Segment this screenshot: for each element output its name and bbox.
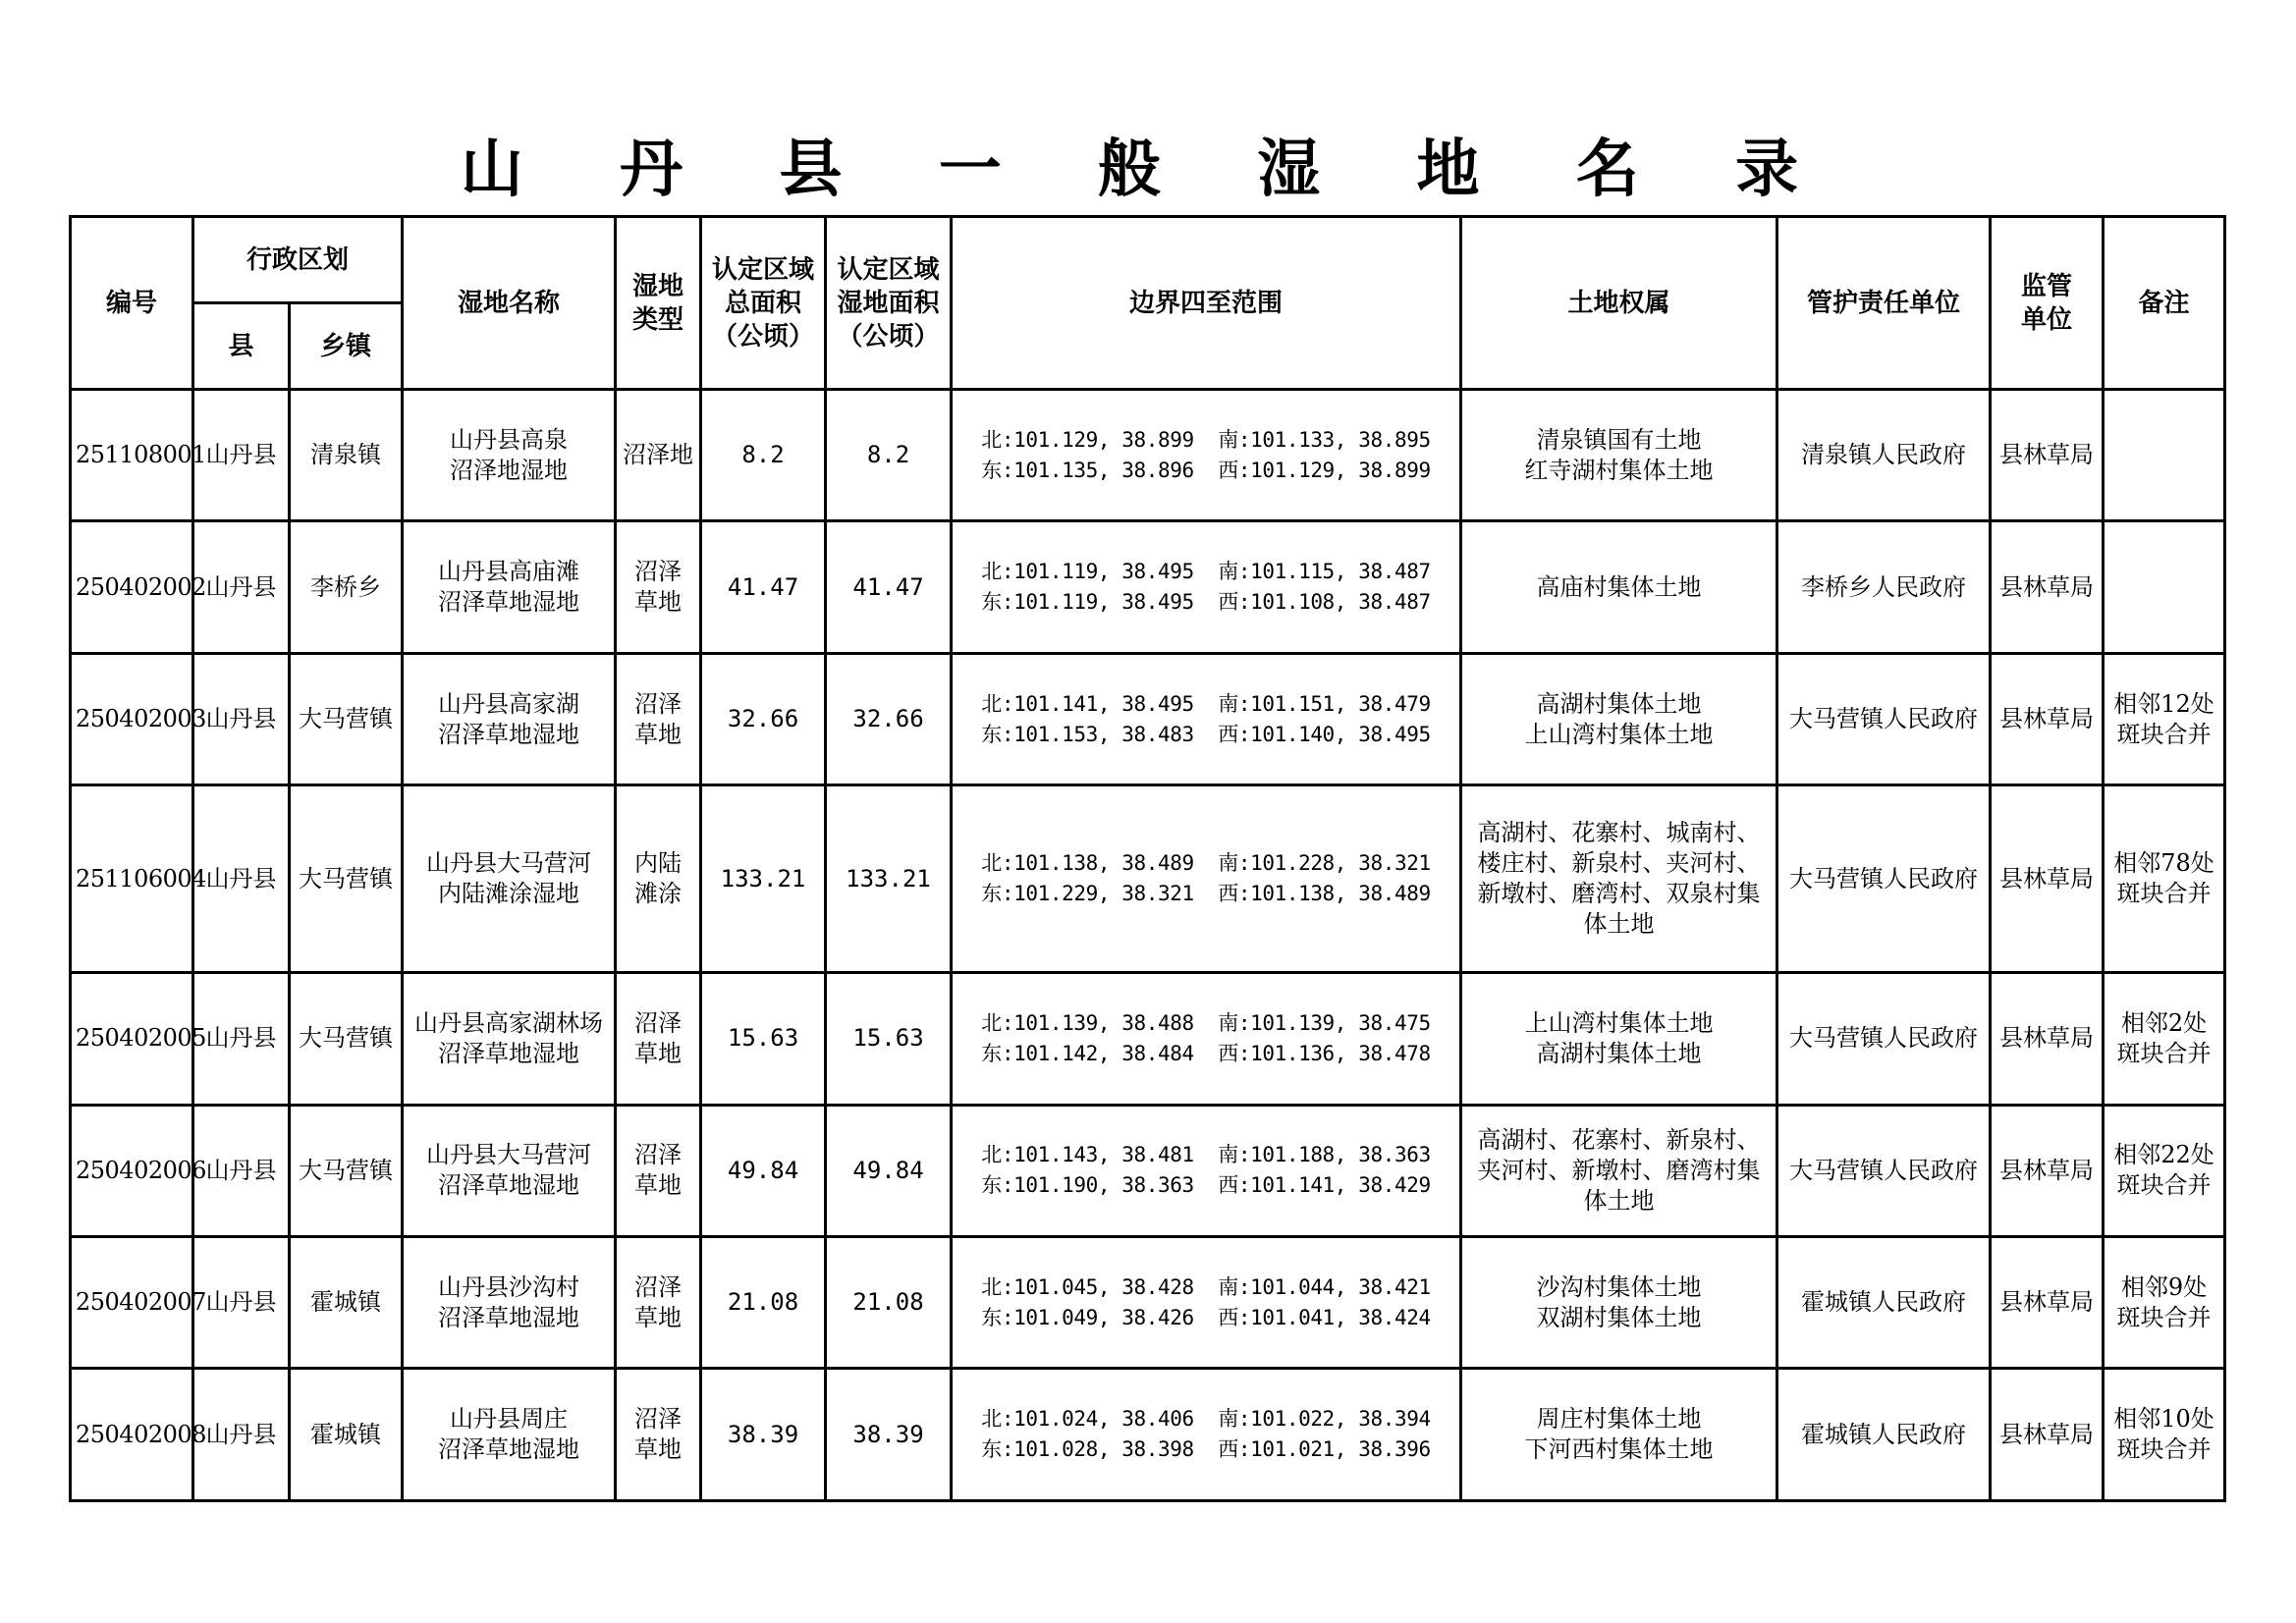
cell-town: 李桥乡	[290, 521, 403, 653]
cell-note	[2104, 653, 2225, 784]
cell-type-line: 草地	[634, 588, 683, 617]
cell-type-text	[623, 440, 693, 470]
header-town: 乡镇	[290, 303, 403, 390]
cell-boundary	[952, 1237, 1461, 1369]
table-row	[71, 521, 2225, 653]
cell-name-text	[438, 1272, 579, 1333]
table-body	[71, 390, 2225, 1501]
cell-town: 大马营镇	[290, 785, 403, 973]
cell-county: 山丹县	[193, 1237, 290, 1369]
cell-land	[1461, 973, 1777, 1105]
cell-boundary-text	[981, 1008, 1430, 1069]
cell-code: 250402005	[71, 973, 193, 1105]
cell-boundary-line: 东:101.190, 38.363 西:101.141, 38.429	[981, 1173, 1431, 1198]
cell-name-line: 沼泽草地湿地	[438, 588, 580, 617]
cell-note-line: 相邻12处	[2113, 689, 2214, 718]
cell-land-line: 下河西村集体土地	[1524, 1435, 1714, 1464]
cell-name-text	[426, 848, 591, 909]
header-code: 编号	[71, 217, 193, 390]
cell-note-line: 斑块合并	[2116, 720, 2212, 748]
cell-total-area: 32.66	[701, 653, 826, 784]
cell-name-line: 沼泽草地湿地	[438, 1435, 580, 1464]
cell-note	[2104, 973, 2225, 1105]
cell-code: 250402007	[71, 1237, 193, 1369]
cell-wetland-area: 41.47	[826, 521, 952, 653]
header-total-area-line: 总面积	[725, 288, 802, 318]
cell-town: 大马营镇	[290, 653, 403, 784]
header-land: 土地权属	[1461, 217, 1777, 390]
table-row	[71, 1369, 2225, 1501]
cell-boundary-line: 北:101.129, 38.899 南:101.133, 38.895	[981, 427, 1431, 452]
cell-land	[1461, 521, 1777, 653]
cell-land-line: 周庄村集体土地	[1536, 1405, 1702, 1434]
cell-land	[1461, 1105, 1777, 1236]
cell-note	[2104, 1369, 2225, 1501]
cell-name	[403, 390, 616, 521]
cell-land-text	[1537, 1272, 1702, 1333]
cell-supervisor: 县林草局	[1991, 1369, 2104, 1501]
cell-boundary-line: 东:101.142, 38.484 西:101.136, 38.478	[981, 1041, 1431, 1065]
cell-note-line: 相邻78处	[2113, 849, 2214, 878]
cell-wetland-area: 49.84	[826, 1105, 952, 1236]
cell-land-text	[1525, 1404, 1714, 1465]
cell-land	[1461, 785, 1777, 973]
cell-name-text	[426, 1140, 591, 1201]
cell-boundary	[952, 521, 1461, 653]
cell-boundary-line: 北:101.141, 38.495 南:101.151, 38.479	[981, 691, 1431, 716]
cell-land-text	[1478, 1125, 1761, 1217]
cell-land-line: 楼庄村、新泉村、夹河村、	[1477, 849, 1761, 878]
cell-boundary	[952, 973, 1461, 1105]
cell-town: 霍城镇	[290, 1369, 403, 1501]
cell-boundary-line: 东:101.135, 38.896 西:101.129, 38.899	[981, 458, 1431, 482]
cell-type-line: 沼泽	[634, 1008, 683, 1037]
cell-code: 250402006	[71, 1105, 193, 1236]
cell-land-line: 体土地	[1583, 1186, 1655, 1215]
cell-note-line: 斑块合并	[2116, 880, 2212, 908]
cell-type-line: 草地	[634, 1039, 683, 1067]
cell-boundary-text	[981, 557, 1430, 618]
cell-land-line: 体土地	[1583, 910, 1655, 939]
cell-name	[403, 1105, 616, 1236]
cell-wetland-area: 38.39	[826, 1369, 952, 1501]
cell-note-line: 相邻22处	[2113, 1141, 2214, 1169]
cell-name-line: 沼泽草地湿地	[438, 1039, 580, 1067]
cell-land	[1461, 390, 1777, 521]
cell-type-line: 沼泽	[634, 558, 683, 586]
cell-land-line: 红寺湖村集体土地	[1524, 456, 1714, 484]
cell-boundary-line: 北:101.045, 38.428 南:101.044, 38.421	[981, 1274, 1431, 1299]
cell-note-line: 斑块合并	[2116, 1039, 2212, 1067]
cell-type-line: 沼泽地	[623, 441, 694, 469]
cell-type-text	[634, 1008, 682, 1069]
cell-county: 山丹县	[193, 973, 290, 1105]
cell-name	[403, 521, 616, 653]
cell-total-area: 21.08	[701, 1237, 826, 1369]
cell-code: 251106004	[71, 785, 193, 973]
cell-manager: 大马营镇人民政府	[1777, 1105, 1991, 1236]
table-row	[71, 653, 2225, 784]
cell-county: 山丹县	[193, 1369, 290, 1501]
header-supervisor	[1991, 217, 2104, 390]
cell-note	[2104, 1105, 2225, 1236]
cell-town: 清泉镇	[290, 390, 403, 521]
cell-land	[1461, 1237, 1777, 1369]
cell-type-line: 沼泽	[634, 689, 683, 718]
cell-type	[616, 390, 701, 521]
cell-land	[1461, 1369, 1777, 1501]
cell-land-text	[1525, 425, 1714, 486]
cell-name	[403, 653, 616, 784]
cell-note-line: 相邻10处	[2113, 1405, 2214, 1434]
header-type-line: 类型	[632, 304, 684, 335]
cell-wetland-area: 32.66	[826, 653, 952, 784]
cell-land-text	[1537, 572, 1702, 603]
cell-boundary-line: 东:101.049, 38.426 西:101.041, 38.424	[981, 1305, 1431, 1329]
cell-wetland-area: 8.2	[826, 390, 952, 521]
cell-name	[403, 1237, 616, 1369]
cell-land-line: 高湖村集体土地	[1536, 1039, 1702, 1067]
cell-boundary-text	[981, 1272, 1430, 1333]
cell-note-text	[2113, 1140, 2214, 1201]
cell-type	[616, 973, 701, 1105]
cell-name-line: 山丹县大马营河	[426, 849, 592, 878]
cell-boundary-line: 北:101.138, 38.489 南:101.228, 38.321	[981, 851, 1431, 876]
header-wetland-area-line: 认定区域	[837, 254, 940, 285]
cell-type-line: 草地	[634, 1435, 683, 1464]
cell-type	[616, 521, 701, 653]
cell-boundary	[952, 1369, 1461, 1501]
cell-note-line: 相邻9处	[2120, 1272, 2208, 1301]
header-total-area-line: （公顷）	[712, 321, 815, 352]
cell-boundary-line: 北:101.143, 38.481 南:101.188, 38.363	[981, 1143, 1431, 1167]
cell-type-line: 草地	[634, 1171, 683, 1200]
cell-name-text	[438, 1404, 579, 1465]
cell-note-line: 斑块合并	[2116, 1435, 2212, 1464]
cell-boundary-text	[981, 1404, 1430, 1465]
header-type-line: 湿地	[632, 271, 684, 301]
cell-manager: 霍城镇人民政府	[1777, 1237, 1991, 1369]
cell-boundary	[952, 1105, 1461, 1236]
cell-supervisor: 县林草局	[1991, 521, 2104, 653]
cell-manager: 大马营镇人民政府	[1777, 653, 1991, 784]
cell-manager: 清泉镇人民政府	[1777, 390, 1991, 521]
cell-code: 251108001	[71, 390, 193, 521]
header-note: 备注	[2104, 217, 2225, 390]
cell-boundary-text	[981, 848, 1430, 909]
header-type	[616, 217, 701, 390]
cell-type-line: 滩涂	[634, 880, 683, 908]
cell-boundary-line: 东:101.119, 38.495 西:101.108, 38.487	[981, 590, 1431, 615]
cell-type-line: 草地	[634, 1303, 683, 1331]
cell-land-text	[1525, 1008, 1714, 1069]
cell-note-line: 相邻2处	[2120, 1008, 2208, 1037]
cell-total-area: 41.47	[701, 521, 826, 653]
cell-county: 山丹县	[193, 785, 290, 973]
cell-supervisor: 县林草局	[1991, 973, 2104, 1105]
cell-note-text	[2117, 1008, 2212, 1069]
cell-land-line: 高庙村集体土地	[1536, 572, 1702, 601]
cell-town: 大马营镇	[290, 1105, 403, 1236]
cell-land	[1461, 653, 1777, 784]
header-county: 县	[193, 303, 290, 390]
cell-note	[2104, 521, 2225, 653]
cell-name-line: 山丹县高庙滩	[438, 558, 580, 586]
cell-land-line: 上山湾村集体土地	[1524, 720, 1714, 748]
cell-county: 山丹县	[193, 390, 290, 521]
header-boundary: 边界四至范围	[952, 217, 1461, 390]
cell-manager: 李桥乡人民政府	[1777, 521, 1991, 653]
header-wetland-area-line: 湿地面积	[837, 288, 940, 318]
cell-name-line: 内陆滩涂湿地	[438, 880, 580, 908]
cell-type-text	[634, 689, 682, 750]
header-supervisor-line: 监管	[2021, 271, 2073, 301]
cell-land-text	[1478, 818, 1761, 940]
cell-land-line: 清泉镇国有土地	[1536, 425, 1702, 454]
cell-note-line: 斑块合并	[2116, 1171, 2212, 1200]
cell-land-line: 新墩村、磨湾村、双泉村集	[1477, 880, 1761, 908]
cell-total-area: 49.84	[701, 1105, 826, 1236]
cell-type-line: 沼泽	[634, 1141, 683, 1169]
cell-name-text	[438, 689, 579, 750]
cell-code: 250402002	[71, 521, 193, 653]
cell-wetland-area: 21.08	[826, 1237, 952, 1369]
cell-land-line: 高湖村集体土地	[1536, 689, 1702, 718]
cell-land-line: 高湖村、花寨村、城南村、	[1477, 819, 1761, 847]
cell-name-line: 沼泽地湿地	[450, 456, 569, 484]
cell-supervisor: 县林草局	[1991, 1105, 2104, 1236]
cell-boundary-line: 东:101.153, 38.483 西:101.140, 38.495	[981, 722, 1431, 746]
cell-boundary	[952, 785, 1461, 973]
cell-type	[616, 785, 701, 973]
cell-wetland-area: 15.63	[826, 973, 952, 1105]
header-wetland-area	[826, 217, 952, 390]
cell-type-text	[634, 557, 682, 618]
cell-type-line: 沼泽	[634, 1272, 683, 1301]
cell-name-line: 沼泽草地湿地	[438, 1171, 580, 1200]
cell-name	[403, 1369, 616, 1501]
cell-county: 山丹县	[193, 653, 290, 784]
cell-name-line: 沼泽草地湿地	[438, 720, 580, 748]
cell-name-text	[450, 425, 568, 486]
cell-land-line: 上山湾村集体土地	[1524, 1008, 1714, 1037]
cell-name-line: 山丹县高家湖	[438, 689, 580, 718]
cell-code: 250402003	[71, 653, 193, 784]
cell-type-text	[634, 1272, 682, 1333]
cell-total-area: 15.63	[701, 973, 826, 1105]
header-name: 湿地名称	[403, 217, 616, 390]
cell-boundary-text	[981, 425, 1430, 486]
cell-type-text	[634, 1404, 682, 1465]
header-admin: 行政区划	[193, 217, 403, 303]
cell-supervisor: 县林草局	[1991, 1237, 2104, 1369]
cell-town: 大马营镇	[290, 973, 403, 1105]
cell-note	[2104, 1237, 2225, 1369]
wetland-table	[69, 215, 2226, 1502]
cell-note-text	[2117, 1272, 2212, 1333]
cell-supervisor: 县林草局	[1991, 653, 2104, 784]
cell-type	[616, 1105, 701, 1236]
cell-code: 250402008	[71, 1369, 193, 1501]
cell-boundary-line: 北:101.119, 38.495 南:101.115, 38.487	[981, 560, 1431, 584]
cell-boundary-line: 北:101.024, 38.406 南:101.022, 38.394	[981, 1407, 1431, 1432]
cell-name-text	[438, 557, 579, 618]
cell-type	[616, 1369, 701, 1501]
cell-type	[616, 1237, 701, 1369]
cell-name-line: 山丹县沙沟村	[438, 1272, 580, 1301]
cell-land-line: 高湖村、花寨村、新泉村、	[1477, 1125, 1761, 1154]
cell-type-line: 内陆	[634, 849, 683, 878]
table-row	[71, 785, 2225, 973]
header-supervisor-line: 单位	[2021, 304, 2073, 335]
cell-note-text	[2113, 1404, 2214, 1465]
header-wetland-area-line: （公顷）	[837, 321, 940, 352]
cell-note-line: 斑块合并	[2116, 1303, 2212, 1331]
cell-boundary-line: 东:101.229, 38.321 西:101.138, 38.489	[981, 882, 1431, 906]
cell-boundary-line: 东:101.028, 38.398 西:101.021, 38.396	[981, 1437, 1431, 1462]
cell-type-text	[634, 1140, 682, 1201]
table-row	[71, 1105, 2225, 1236]
cell-land-line: 沙沟村集体土地	[1536, 1272, 1702, 1301]
cell-land-line: 夹河村、新墩村、磨湾村集	[1477, 1156, 1761, 1184]
header-total-area	[701, 217, 826, 390]
cell-county: 山丹县	[193, 1105, 290, 1236]
cell-boundary	[952, 390, 1461, 521]
cell-supervisor: 县林草局	[1991, 785, 2104, 973]
cell-type-text	[634, 848, 682, 909]
cell-name-line: 沼泽草地湿地	[438, 1303, 580, 1331]
cell-note	[2104, 785, 2225, 973]
cell-land-text	[1525, 689, 1714, 750]
cell-town: 霍城镇	[290, 1237, 403, 1369]
cell-total-area: 8.2	[701, 390, 826, 521]
cell-total-area: 38.39	[701, 1369, 826, 1501]
page-title: 山 丹 县 一 般 湿 地 名 录	[460, 133, 1836, 206]
table-row	[71, 973, 2225, 1105]
cell-manager: 霍城镇人民政府	[1777, 1369, 1991, 1501]
cell-name-line: 山丹县高家湖林场	[414, 1008, 604, 1037]
cell-note	[2104, 390, 2225, 521]
cell-boundary-text	[981, 1140, 1430, 1201]
cell-manager: 大马营镇人民政府	[1777, 785, 1991, 973]
table-row	[71, 390, 2225, 521]
cell-wetland-area: 133.21	[826, 785, 952, 973]
cell-type-line: 沼泽	[634, 1405, 683, 1434]
cell-name-line: 山丹县大马营河	[426, 1141, 592, 1169]
cell-manager: 大马营镇人民政府	[1777, 973, 1991, 1105]
cell-name	[403, 973, 616, 1105]
cell-total-area: 133.21	[701, 785, 826, 973]
cell-name	[403, 785, 616, 973]
header-manager: 管护责任单位	[1777, 217, 1991, 390]
cell-supervisor: 县林草局	[1991, 390, 2104, 521]
cell-boundary-text	[981, 689, 1430, 750]
cell-name-line: 山丹县周庄	[450, 1405, 569, 1434]
cell-boundary	[952, 653, 1461, 784]
header-total-area-line: 认定区域	[712, 254, 815, 285]
cell-land-line: 双湖村集体土地	[1536, 1303, 1702, 1331]
cell-note-text	[2113, 689, 2214, 750]
cell-type-line: 草地	[634, 720, 683, 748]
cell-name-line: 山丹县高泉	[450, 425, 569, 454]
cell-type	[616, 653, 701, 784]
cell-county: 山丹县	[193, 521, 290, 653]
cell-boundary-line: 北:101.139, 38.488 南:101.139, 38.475	[981, 1010, 1431, 1035]
table-row	[71, 1237, 2225, 1369]
cell-note-text	[2113, 848, 2214, 909]
cell-name-text	[414, 1008, 603, 1069]
